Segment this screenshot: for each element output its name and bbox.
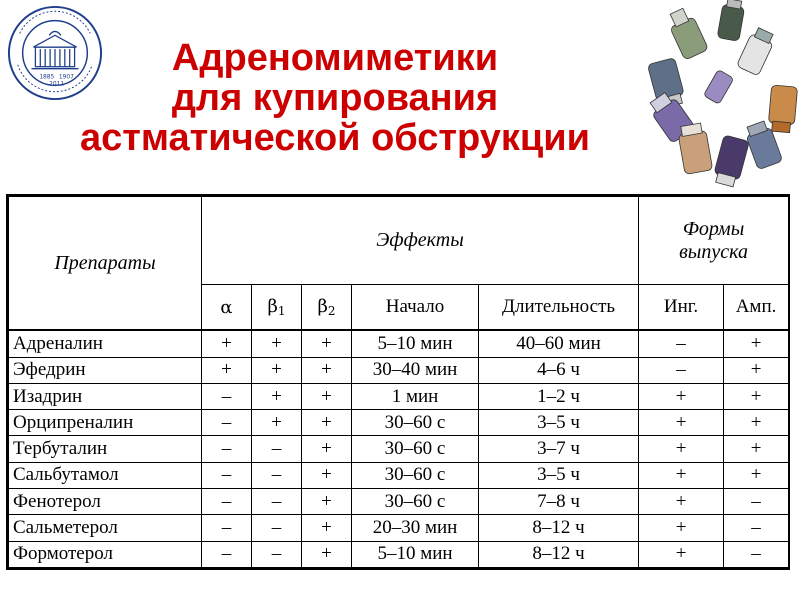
inhalation-form-cell: – — [639, 357, 724, 383]
drug-name-cell: Фенотерол — [9, 489, 202, 515]
duration-cell: 3–5 ч — [479, 410, 639, 436]
drug-name-cell: Изадрин — [9, 383, 202, 409]
ampoule-form-cell: + — [724, 330, 789, 357]
onset-cell: 30–60 с — [352, 410, 479, 436]
inhalers-image — [638, 0, 800, 190]
header-beta1 — [252, 285, 302, 331]
table-row — [9, 515, 789, 541]
beta2-effect-cell: + — [302, 462, 352, 488]
table-row — [9, 357, 789, 383]
beta1-effect-cell: + — [252, 330, 302, 357]
inhalation-form-cell: + — [639, 462, 724, 488]
ampoule-form-cell: + — [724, 462, 789, 488]
beta1-effect-cell: + — [252, 357, 302, 383]
beta2-effect-cell: + — [302, 436, 352, 462]
inhalation-form-cell: + — [639, 515, 724, 541]
header-inhal: Инг. — [639, 285, 724, 331]
table-row — [9, 410, 789, 436]
drug-name-cell: Формотерол — [9, 541, 202, 567]
beta2-effect-cell: + — [302, 330, 352, 357]
seal-year-right: 1907 — [58, 74, 74, 81]
beta1-effect-cell: – — [252, 436, 302, 462]
alpha-effect-cell: – — [202, 436, 252, 462]
beta2-subscript: 2 — [327, 304, 336, 319]
beta2-effect-cell: + — [302, 541, 352, 567]
beta1-effect-cell: – — [252, 489, 302, 515]
inhalation-form-cell: + — [639, 383, 724, 409]
table-row — [9, 541, 789, 567]
header-alpha: α — [202, 285, 252, 331]
inhalation-form-cell: + — [639, 410, 724, 436]
title-line-3: астматической обструкции — [80, 117, 590, 159]
beta2-effect-cell: + — [302, 357, 352, 383]
alpha-effect-cell: – — [202, 462, 252, 488]
ampoule-form-cell: – — [724, 515, 789, 541]
duration-cell: 8–12 ч — [479, 541, 639, 567]
beta2-effect-cell: + — [302, 410, 352, 436]
header-duration: Длительность — [479, 285, 639, 331]
header-beta2 — [302, 285, 352, 331]
alpha-effect-cell: + — [202, 357, 252, 383]
beta1-subscript: 1 — [277, 304, 286, 319]
beta1-effect-cell: + — [252, 383, 302, 409]
beta1-effect-cell: – — [252, 541, 302, 567]
onset-cell: 30–60 с — [352, 436, 479, 462]
title-line-1: Адреномиметики — [171, 37, 499, 79]
inhalation-form-cell: + — [639, 436, 724, 462]
alpha-effect-cell: – — [202, 410, 252, 436]
alpha-effect-cell: – — [202, 541, 252, 567]
drug-name-cell: Эфедрин — [9, 357, 202, 383]
header-amp: Амп. — [724, 285, 789, 331]
header-effects: Эффекты — [202, 197, 639, 285]
onset-cell: 30–60 с — [352, 489, 479, 515]
duration-cell: 40–60 мин — [479, 330, 639, 357]
ampoule-form-cell: – — [724, 541, 789, 567]
header-drugs: Препараты — [9, 197, 202, 331]
table-row — [9, 383, 789, 409]
beta1-symbol: β — [267, 296, 278, 318]
table-row — [9, 462, 789, 488]
ampoule-form-cell: + — [724, 436, 789, 462]
table-row — [9, 436, 789, 462]
onset-cell: 5–10 мин — [352, 330, 479, 357]
onset-cell: 30–60 с — [352, 462, 479, 488]
drug-name-cell: Орципреналин — [9, 410, 202, 436]
ampoule-form-cell: + — [724, 383, 789, 409]
drug-name-cell: Сальбутамол — [9, 462, 202, 488]
drug-name-cell: Адреналин — [9, 330, 202, 357]
beta2-effect-cell: + — [302, 515, 352, 541]
beta1-effect-cell: – — [252, 462, 302, 488]
alpha-effect-cell: – — [202, 489, 252, 515]
slide-title — [20, 38, 650, 158]
seal-year-bottom: 2011 — [49, 81, 65, 88]
beta2-effect-cell: + — [302, 383, 352, 409]
duration-cell: 8–12 ч — [479, 515, 639, 541]
onset-cell: 1 мин — [352, 383, 479, 409]
onset-cell: 5–10 мин — [352, 541, 479, 567]
alpha-effect-cell: – — [202, 515, 252, 541]
title-line-2: для купирования — [171, 77, 499, 119]
header-forms — [639, 197, 789, 285]
beta1-effect-cell: + — [252, 410, 302, 436]
beta1-effect-cell: – — [252, 515, 302, 541]
inhalation-form-cell: + — [639, 489, 724, 515]
beta2-effect-cell: + — [302, 489, 352, 515]
header-forms-line2: выпуска — [679, 240, 748, 263]
onset-cell: 30–40 мин — [352, 357, 479, 383]
duration-cell: 1–2 ч — [479, 383, 639, 409]
header-onset: Начало — [352, 285, 479, 331]
duration-cell: 7–8 ч — [479, 489, 639, 515]
adrenomimetics-table — [8, 196, 789, 568]
drug-name-cell: Сальметерол — [9, 515, 202, 541]
onset-cell: 20–30 мин — [352, 515, 479, 541]
drug-name-cell: Тербуталин — [9, 436, 202, 462]
ampoule-form-cell: – — [724, 489, 789, 515]
inhalation-form-cell: + — [639, 541, 724, 567]
header-forms-line1: Формы — [682, 217, 745, 240]
ampoule-form-cell: + — [724, 357, 789, 383]
duration-cell: 3–5 ч — [479, 462, 639, 488]
seal-year-left: 1885 — [39, 74, 55, 81]
alpha-effect-cell: + — [202, 330, 252, 357]
table-row — [9, 330, 789, 357]
duration-cell: 3–7 ч — [479, 436, 639, 462]
ampoule-form-cell: + — [724, 410, 789, 436]
inhalation-form-cell: – — [639, 330, 724, 357]
alpha-effect-cell: – — [202, 383, 252, 409]
drug-table-frame — [6, 194, 790, 570]
table-row — [9, 489, 789, 515]
beta2-symbol: β — [317, 296, 328, 318]
duration-cell: 4–6 ч — [479, 357, 639, 383]
